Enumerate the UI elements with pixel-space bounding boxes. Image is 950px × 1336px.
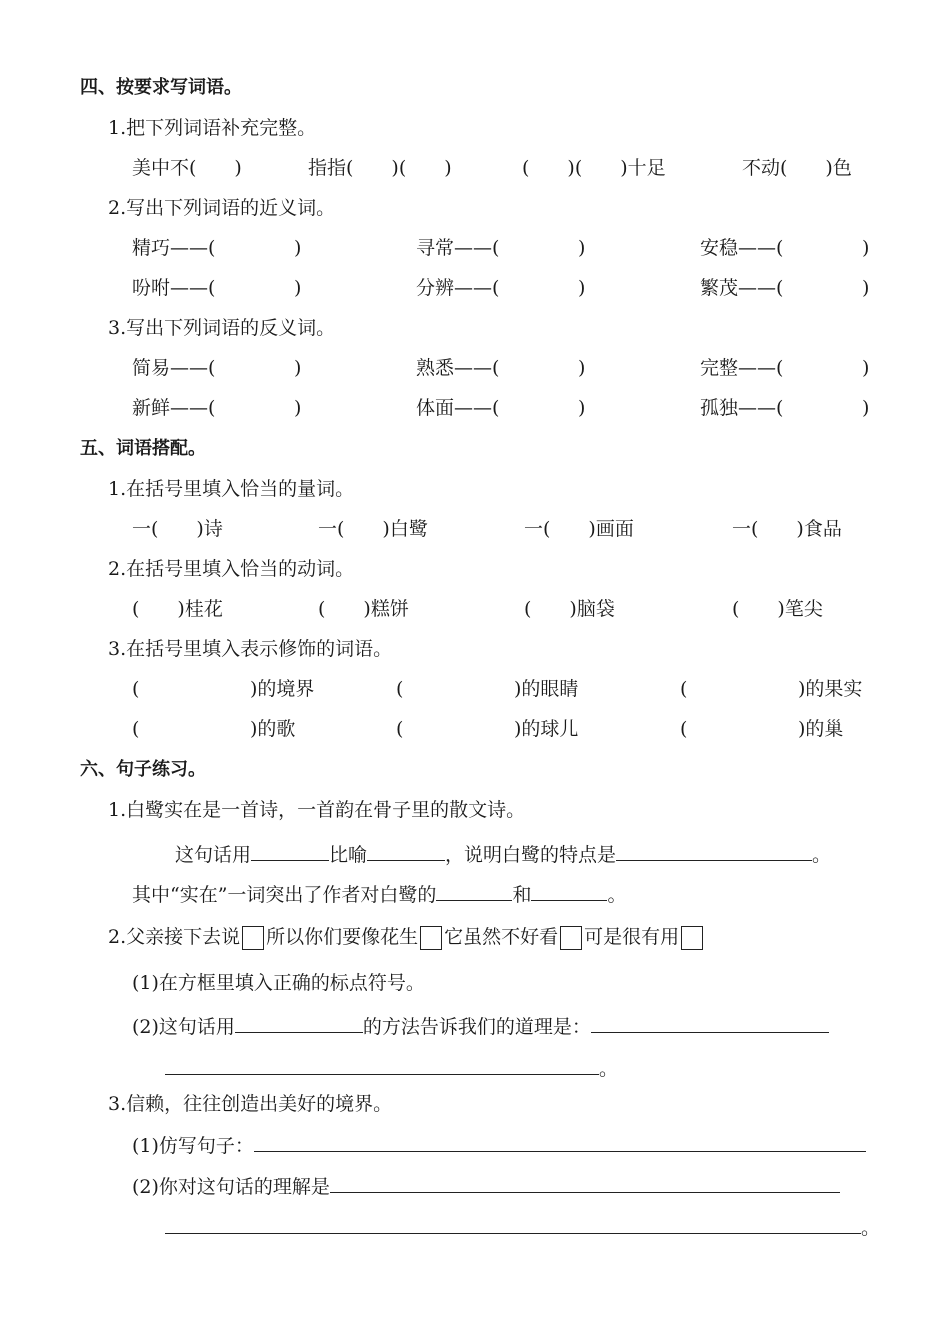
close-paren: ) bbox=[578, 357, 586, 379]
close-paren: ) bbox=[294, 397, 302, 419]
s6-q1-line-1: 这句话用 比喻 ，说明白鹭的特点是 。 bbox=[175, 840, 831, 867]
section-4-title: 四、按要求写词语。 bbox=[80, 77, 242, 98]
s4-q2-word-1[interactable]: 精巧——( bbox=[132, 237, 216, 259]
close-paren: ) bbox=[578, 277, 586, 299]
s4-q2-word-6[interactable]: 繁茂——( bbox=[700, 277, 784, 299]
s5-q3-item-4[interactable]: )的歌 bbox=[250, 718, 296, 740]
s6-q2-sub2-cont: 。 bbox=[165, 1054, 618, 1081]
open-paren: ( bbox=[132, 718, 140, 740]
s4-q3-word-1[interactable]: 简易——( bbox=[132, 357, 216, 379]
s6-q2-sentence: 2.父亲接下去说 所以你们要像花生 它虽然不好看 可是很有用 bbox=[108, 925, 705, 950]
answer-blank[interactable] bbox=[616, 840, 812, 861]
open-paren: ( bbox=[680, 678, 688, 700]
s4-q3-prompt: 3.写出下列词语的反义词。 bbox=[108, 317, 336, 339]
close-paren: ) bbox=[294, 357, 302, 379]
s4-q1-item-1[interactable]: 美中不( ) bbox=[132, 157, 242, 179]
close-paren: ) bbox=[294, 277, 302, 299]
answer-blank[interactable] bbox=[254, 1131, 866, 1152]
s5-q2-item-4[interactable]: ( )笔尖 bbox=[732, 598, 823, 620]
close-paren: ) bbox=[862, 357, 870, 379]
s4-q2-word-4[interactable]: 吩咐——( bbox=[132, 277, 216, 299]
s4-q1-item-3[interactable]: ( )( )十足 bbox=[522, 157, 666, 179]
s5-q3-item-5[interactable]: )的球儿 bbox=[514, 718, 579, 740]
s4-q2-word-2[interactable]: 寻常——( bbox=[416, 237, 500, 259]
open-paren: ( bbox=[396, 678, 404, 700]
s5-q3-item-2[interactable]: )的眼睛 bbox=[514, 678, 579, 700]
answer-blank[interactable] bbox=[165, 1213, 861, 1234]
s5-q1-item-3[interactable]: 一( )画面 bbox=[524, 518, 634, 540]
s6-q3-sub2: (2)你对这句话的理解是 bbox=[132, 1172, 840, 1199]
s5-q1-item-1[interactable]: 一( )诗 bbox=[132, 518, 223, 540]
s5-q1-item-2[interactable]: 一( )白鹭 bbox=[318, 518, 428, 540]
s4-q2-word-5[interactable]: 分辨——( bbox=[416, 277, 500, 299]
s4-q2-prompt: 2.写出下列词语的近义词。 bbox=[108, 197, 336, 219]
s5-q3-item-1[interactable]: )的境界 bbox=[250, 678, 315, 700]
section-6-title: 六、句子练习。 bbox=[80, 759, 206, 780]
close-paren: ) bbox=[862, 277, 870, 299]
s5-q2-item-2[interactable]: ( )糕饼 bbox=[318, 598, 409, 620]
punctuation-box[interactable] bbox=[560, 926, 582, 950]
answer-blank[interactable] bbox=[251, 840, 329, 861]
answer-blank[interactable] bbox=[367, 840, 445, 861]
punctuation-box[interactable] bbox=[420, 926, 442, 950]
close-paren: ) bbox=[862, 397, 870, 419]
answer-blank[interactable] bbox=[235, 1012, 363, 1033]
answer-blank[interactable] bbox=[531, 880, 607, 901]
s6-q1-prompt: 1.白鹭实在是一首诗，一首韵在骨子里的散文诗。 bbox=[108, 799, 526, 821]
open-paren: ( bbox=[680, 718, 688, 740]
s6-q3-sub2-cont: 。 bbox=[165, 1213, 880, 1240]
answer-blank[interactable] bbox=[330, 1172, 840, 1193]
s4-q1-item-4[interactable]: 不动( )色 bbox=[742, 157, 852, 179]
s5-q2-item-3[interactable]: ( )脑袋 bbox=[524, 598, 615, 620]
s4-q2-word-3[interactable]: 安稳——( bbox=[700, 237, 784, 259]
punctuation-box[interactable] bbox=[681, 926, 703, 950]
s4-q3-word-6[interactable]: 孤独——( bbox=[700, 397, 784, 419]
open-paren: ( bbox=[132, 678, 140, 700]
close-paren: ) bbox=[578, 237, 586, 259]
close-paren: ) bbox=[578, 397, 586, 419]
s6-q3-sub1: (1)仿写句子： bbox=[132, 1131, 866, 1158]
s5-q3-item-6[interactable]: )的巢 bbox=[798, 718, 844, 740]
s5-q2-item-1[interactable]: ( )桂花 bbox=[132, 598, 223, 620]
s5-q3-prompt: 3.在括号里填入表示修饰的词语。 bbox=[108, 638, 393, 660]
s5-q1-prompt: 1.在括号里填入恰当的量词。 bbox=[108, 478, 355, 500]
section-5-title: 五、词语搭配。 bbox=[80, 438, 206, 459]
s5-q1-item-4[interactable]: 一( )食品 bbox=[732, 518, 842, 540]
close-paren: ) bbox=[294, 237, 302, 259]
s4-q3-word-4[interactable]: 新鲜——( bbox=[132, 397, 216, 419]
s4-q3-word-5[interactable]: 体面——( bbox=[416, 397, 500, 419]
s6-q1-line-2: 其中“实在”一词突出了作者对白鹭的 和 。 bbox=[132, 880, 626, 907]
s6-q2-sub1: (1)在方框里填入正确的标点符号。 bbox=[132, 972, 425, 994]
open-paren: ( bbox=[396, 718, 404, 740]
s4-q3-word-2[interactable]: 熟悉——( bbox=[416, 357, 500, 379]
s4-q1-item-2[interactable]: 指指( )( ) bbox=[308, 157, 452, 179]
s4-q1-prompt: 1.把下列词语补充完整。 bbox=[108, 117, 317, 139]
answer-blank[interactable] bbox=[165, 1054, 599, 1075]
s4-q3-word-3[interactable]: 完整——( bbox=[700, 357, 784, 379]
s5-q3-item-3[interactable]: )的果实 bbox=[798, 678, 863, 700]
answer-blank[interactable] bbox=[436, 880, 512, 901]
s5-q2-prompt: 2.在括号里填入恰当的动词。 bbox=[108, 558, 355, 580]
close-paren: ) bbox=[862, 237, 870, 259]
answer-blank[interactable] bbox=[591, 1012, 829, 1033]
s6-q3-prompt: 3.信赖，往往创造出美好的境界。 bbox=[108, 1093, 393, 1115]
punctuation-box[interactable] bbox=[242, 926, 264, 950]
s6-q2-sub2: (2)这句话用 的方法告诉我们的道理是： bbox=[132, 1012, 829, 1039]
